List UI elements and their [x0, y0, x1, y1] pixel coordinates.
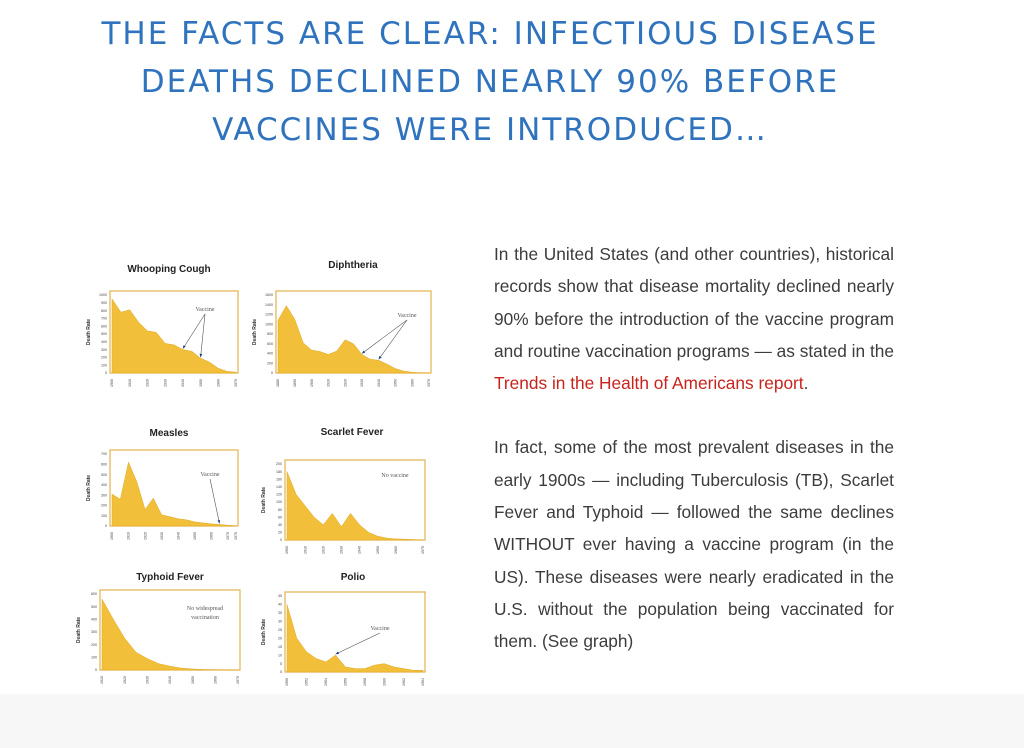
polio-x-tick: 1958	[362, 678, 367, 686]
whooping-cough-x-tick: 1970	[234, 379, 239, 387]
diphtheria-y-tick: 800	[267, 332, 273, 337]
whooping-cough-x-tick: 1940	[181, 379, 186, 387]
typhoid-fever-y-label: Death Rate	[76, 616, 82, 644]
polio-title: Polio	[340, 572, 366, 583]
polio-y-tick: 0	[280, 670, 282, 675]
diphtheria-x-tick: 1910	[326, 379, 331, 387]
scarlet-fever-y-tick: 40	[278, 523, 282, 527]
polio-y-tick: 15	[278, 644, 282, 649]
measles-x-tick: 1975	[234, 532, 239, 540]
polio-y-tick: 10	[278, 653, 282, 658]
polio-y-tick: 45	[278, 594, 282, 599]
paragraph-2: In fact, some of the most prevalent diseases in the early 1900s — including Tuberculosis (TB), Scarlet Fever and Typhoid — followed the same declines WITHOUT ever having a vaccine program (in the US). These diseases were nearly eradicated in the U.S. without the population being vaccinated for them. (See graph)	[494, 437, 894, 652]
diphtheria-x-tick: 1940	[376, 379, 381, 387]
diphtheria-y-tick: 600	[267, 342, 273, 346]
typhoid-fever-x-tick: 1930	[145, 676, 150, 684]
headline-line-1: THE FACTS ARE CLEAR: INFECTIOUS DISEASE	[101, 16, 879, 52]
typhoid-fever-y-tick: 300	[91, 630, 97, 635]
measles-x-tick: 1960	[209, 532, 214, 540]
scarlet-fever-x-tick: 1910	[303, 546, 308, 554]
whooping-cough-y-tick: 300	[101, 347, 107, 352]
measles-y-label: Death Rate	[86, 474, 92, 502]
typhoid-fever-annotation-line-1: No widespread	[186, 606, 224, 612]
polio-x-tick: 1952	[304, 678, 309, 686]
scarlet-fever-y-tick: 0	[280, 538, 282, 543]
trends-report-link[interactable]: Trends in the Health of Americans report	[494, 373, 804, 394]
typhoid-fever-y-tick: 0	[95, 668, 97, 673]
whooping-cough-annotation: Vaccine	[195, 307, 215, 313]
whooping-cough-x-tick: 1960	[216, 379, 221, 387]
scarlet-fever-y-tick: 100	[276, 500, 282, 505]
typhoid-fever-y-tick: 200	[91, 642, 97, 647]
measles-y-tick: 600	[101, 462, 107, 467]
polio-x-tick: 1954	[324, 678, 329, 686]
polio-y-tick: 35	[278, 611, 282, 616]
measles-x-tick: 1900	[110, 532, 115, 540]
whooping-cough-y-tick: 1000	[99, 293, 107, 298]
diphtheria-y-tick: 1600	[265, 293, 273, 298]
measles-annotation: Vaccine	[200, 472, 220, 478]
diphtheria-y-tick: 0	[271, 371, 273, 376]
paragraph-1	[494, 238, 894, 399]
scarlet-fever-y-label: Death Rate	[261, 486, 267, 514]
scarlet-fever-y-tick: 80	[278, 507, 282, 512]
scarlet-fever-y-tick: 140	[276, 485, 282, 489]
measles-y-tick: 700	[101, 452, 107, 457]
measles-y-tick: 300	[101, 493, 107, 498]
whooping-cough-y-tick: 700	[101, 316, 107, 321]
polio-x-tick: 1956	[343, 678, 348, 686]
polio-y-tick: 25	[278, 628, 282, 632]
scarlet-fever-title: Scarlet Fever	[320, 427, 384, 438]
typhoid-fever-annotation-line-2: vaccination	[191, 615, 219, 621]
whooping-cough-y-tick: 400	[101, 340, 107, 344]
diphtheria-x-tick: 1970	[427, 379, 432, 387]
typhoid-fever-x-tick: 1920	[122, 676, 127, 684]
measles-y-tick: 0	[105, 524, 107, 529]
diphtheria-x-tick: 1950	[393, 379, 398, 387]
typhoid-fever-x-tick: 1970	[236, 676, 241, 684]
headline	[60, 10, 920, 154]
scarlet-fever-annotation: No vaccine	[381, 473, 409, 479]
paragraph-1-text: In the United States (and other countries), historical records show that disease mortality declined nearly 90% before the introduction of the vaccine program and routine vaccination programs — as stated in the	[494, 244, 894, 361]
typhoid-fever-y-tick: 500	[91, 604, 97, 609]
diphtheria-y-tick: 1200	[265, 312, 273, 317]
polio-x-tick: 1964	[421, 678, 426, 686]
whooping-cough-y-label: Death Rate	[86, 318, 92, 346]
typhoid-fever-title: Typhoid Fever	[136, 572, 204, 583]
scarlet-fever-y-tick: 200	[276, 462, 282, 467]
bottom-band	[0, 694, 1024, 748]
typhoid-fever-y-tick: 400	[91, 617, 97, 622]
measles-x-tick: 1970	[225, 532, 230, 540]
diphtheria-x-tick: 1890	[293, 379, 297, 387]
polio-x-tick: 1960	[382, 678, 387, 686]
polio-annotation: Vaccine	[370, 626, 390, 632]
scarlet-fever-y-tick: 60	[278, 515, 282, 520]
measles-y-tick: 100	[101, 513, 107, 518]
whooping-cough-y-tick: 800	[101, 308, 107, 313]
whooping-cough-y-tick: 200	[101, 355, 107, 360]
whooping-cough-y-tick: 900	[101, 301, 107, 305]
measles-y-tick: 200	[101, 503, 107, 508]
whooping-cough-x-tick: 1910	[127, 379, 132, 387]
measles-x-tick: 1950	[192, 532, 197, 540]
scarlet-fever-x-tick: 1960	[394, 546, 398, 554]
diphtheria-title: Diphtheria	[328, 260, 378, 271]
polio-y-label: Death Rate	[261, 618, 267, 646]
polio-y-tick: 40	[278, 602, 282, 607]
measles-x-tick: 1920	[143, 532, 148, 540]
measles-y-tick: 400	[101, 483, 107, 488]
typhoid-fever-x-tick: 1950	[190, 676, 195, 684]
typhoid-fever-x-tick: 1940	[168, 676, 173, 684]
measles-x-tick: 1910	[126, 532, 131, 540]
scarlet-fever-x-tick: 1930	[339, 546, 344, 554]
headline-line-3: VACCINES WERE INTRODUCED…	[212, 112, 768, 148]
headline-line-2: DEATHS DECLINED NEARLY 90% BEFORE	[140, 64, 840, 100]
scarlet-fever-y-tick: 20	[278, 530, 282, 535]
whooping-cough-y-tick: 100	[101, 363, 107, 368]
diphtheria-annotation: Vaccine	[397, 313, 417, 319]
typhoid-fever-y-tick: 600	[91, 592, 97, 597]
diphtheria-x-tick: 1960	[410, 379, 415, 387]
scarlet-fever-y-tick: 180	[276, 469, 282, 474]
diphtheria-y-tick: 200	[267, 361, 273, 366]
whooping-cough-y-tick: 600	[101, 324, 107, 329]
diphtheria-x-tick: 1880	[276, 379, 281, 387]
diphtheria-y-tick: 1400	[265, 303, 273, 307]
measles-title: Measles	[149, 428, 189, 439]
polio-y-tick: 20	[278, 636, 282, 641]
scarlet-fever-x-tick: 1975	[421, 546, 426, 554]
polio-x-tick: 1962	[401, 678, 406, 686]
typhoid-fever-x-tick: 1960	[213, 676, 218, 684]
diphtheria-x-tick: 1900	[309, 379, 314, 387]
paragraph-1-end: .	[803, 373, 809, 394]
polio-y-tick: 30	[278, 619, 282, 624]
scarlet-fever-y-tick: 120	[276, 492, 282, 497]
polio-y-tick: 5	[280, 661, 282, 666]
measles-y-tick: 500	[101, 472, 107, 477]
whooping-cough-x-tick: 1900	[110, 379, 115, 387]
typhoid-fever-x-tick: 1910	[100, 676, 105, 684]
scarlet-fever-y-tick: 160	[276, 477, 282, 482]
whooping-cough-x-tick: 1930	[163, 379, 168, 387]
whooping-cough-x-tick: 1950	[198, 379, 203, 387]
diphtheria-y-tick: 1000	[265, 322, 273, 327]
polio-x-tick: 1950	[285, 678, 290, 686]
measles-x-tick: 1940	[176, 532, 181, 540]
whooping-cough-title: Whooping Cough	[127, 264, 211, 275]
diphtheria-x-tick: 1930	[360, 379, 365, 387]
diphtheria-y-label: Death Rate	[252, 318, 258, 346]
diphtheria-y-tick: 400	[267, 351, 273, 356]
typhoid-fever-y-tick: 100	[91, 655, 97, 660]
scarlet-fever-x-tick: 1900	[285, 546, 290, 554]
scarlet-fever-x-tick: 1920	[321, 546, 326, 554]
whooping-cough-y-tick: 0	[105, 371, 107, 376]
whooping-cough-y-tick: 500	[101, 332, 107, 337]
whooping-cough-x-tick: 1920	[145, 379, 150, 387]
scarlet-fever-x-tick: 1940	[357, 546, 362, 554]
mortality-charts-grid	[0, 240, 460, 710]
measles-x-tick: 1930	[159, 532, 164, 540]
body-text	[494, 238, 894, 658]
diphtheria-x-tick: 1920	[343, 379, 348, 387]
scarlet-fever-x-tick: 1950	[375, 546, 380, 554]
